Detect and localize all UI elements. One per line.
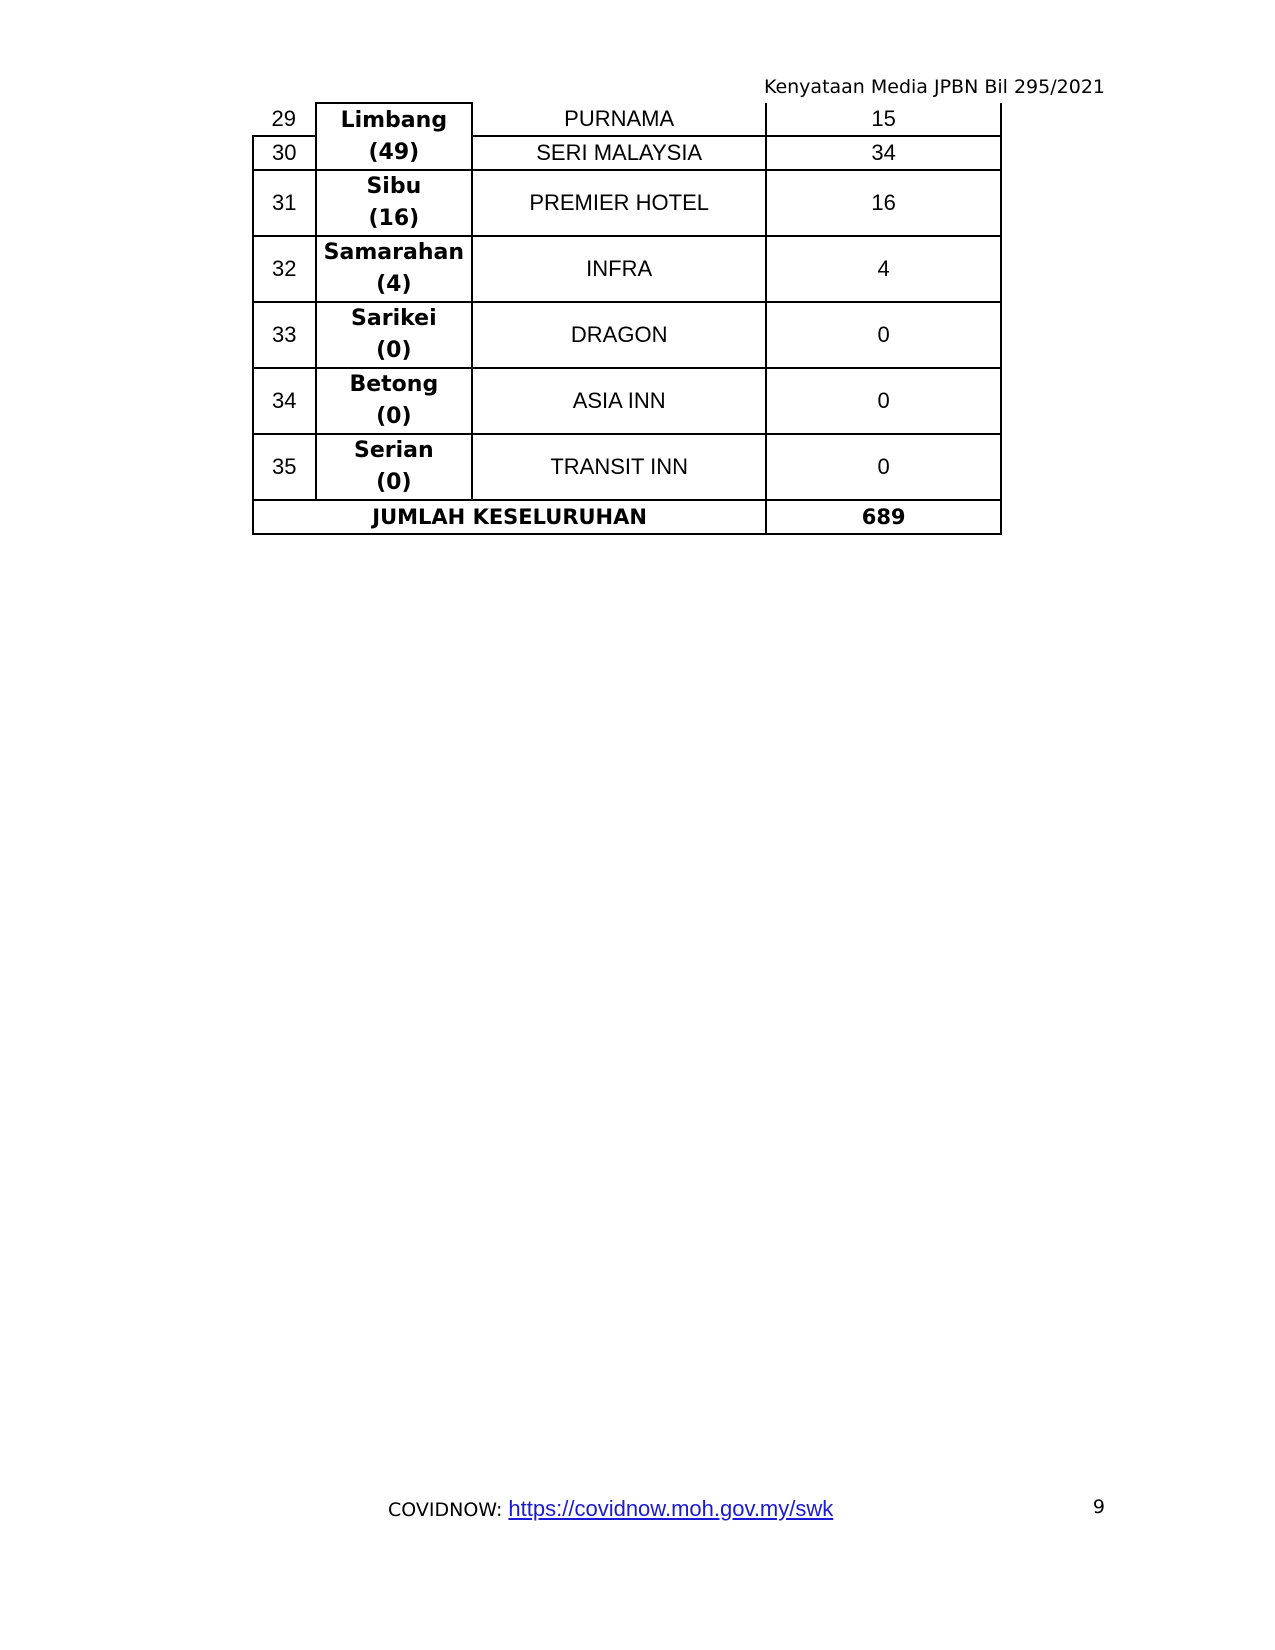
district-cell bbox=[316, 434, 472, 500]
total-label: JUMLAH KESELURUHAN bbox=[253, 500, 766, 534]
hotel-name: TRANSIT INN bbox=[472, 434, 766, 500]
district-name: Betong bbox=[349, 372, 439, 397]
table-row bbox=[253, 368, 1001, 434]
district-cell bbox=[316, 302, 472, 368]
district-cell bbox=[316, 103, 472, 170]
row-number: 34 bbox=[253, 368, 316, 434]
document-header: Kenyataan Media JPBN Bil 295/2021 bbox=[763, 76, 1105, 98]
table-row bbox=[253, 170, 1001, 236]
total-value: 689 bbox=[766, 500, 1001, 534]
hotel-name: INFRA bbox=[472, 236, 766, 302]
covidnow-link[interactable]: https://covidnow.moh.gov.my/swk bbox=[508, 1496, 834, 1521]
footer-label: COVIDNOW: bbox=[388, 1499, 503, 1521]
table-row bbox=[253, 434, 1001, 500]
district-cell bbox=[316, 170, 472, 236]
page-number: 9 bbox=[1092, 1496, 1105, 1518]
hotel-count: 34 bbox=[766, 136, 1001, 170]
table-row bbox=[253, 103, 1001, 136]
hotel-name: ASIA INN bbox=[472, 368, 766, 434]
district-count: (4) bbox=[376, 272, 412, 297]
row-number: 35 bbox=[253, 434, 316, 500]
district-count: (0) bbox=[376, 338, 412, 363]
footer bbox=[388, 1496, 833, 1522]
hotel-count: 0 bbox=[766, 368, 1001, 434]
district-count: (0) bbox=[376, 470, 412, 495]
hotel-count: 4 bbox=[766, 236, 1001, 302]
hotel-name: DRAGON bbox=[472, 302, 766, 368]
hotel-name: PREMIER HOTEL bbox=[472, 170, 766, 236]
total-row bbox=[253, 500, 1001, 534]
table-row bbox=[253, 302, 1001, 368]
hotel-quarantine-table bbox=[252, 102, 1002, 535]
row-number: 32 bbox=[253, 236, 316, 302]
row-number: 33 bbox=[253, 302, 316, 368]
district-count: (16) bbox=[368, 206, 420, 231]
table-row bbox=[253, 236, 1001, 302]
hotel-name: PURNAMA bbox=[472, 103, 766, 136]
hotel-name: SERI MALAYSIA bbox=[472, 136, 766, 170]
district-cell bbox=[316, 236, 472, 302]
hotel-count: 16 bbox=[766, 170, 1001, 236]
district-name: Sibu bbox=[366, 174, 422, 199]
district-cell bbox=[316, 368, 472, 434]
hotel-count: 0 bbox=[766, 434, 1001, 500]
district-name: Serian bbox=[354, 438, 434, 463]
district-count: (49) bbox=[368, 139, 420, 165]
district-name: Sarikei bbox=[351, 306, 437, 331]
hotel-count: 15 bbox=[766, 103, 1001, 136]
district-count: (0) bbox=[376, 404, 412, 429]
row-number: 29 bbox=[253, 103, 316, 136]
row-number: 30 bbox=[253, 136, 316, 170]
district-name: Samarahan bbox=[323, 240, 464, 265]
hotel-count: 0 bbox=[766, 302, 1001, 368]
row-number: 31 bbox=[253, 170, 316, 236]
district-name: Limbang bbox=[340, 107, 448, 133]
